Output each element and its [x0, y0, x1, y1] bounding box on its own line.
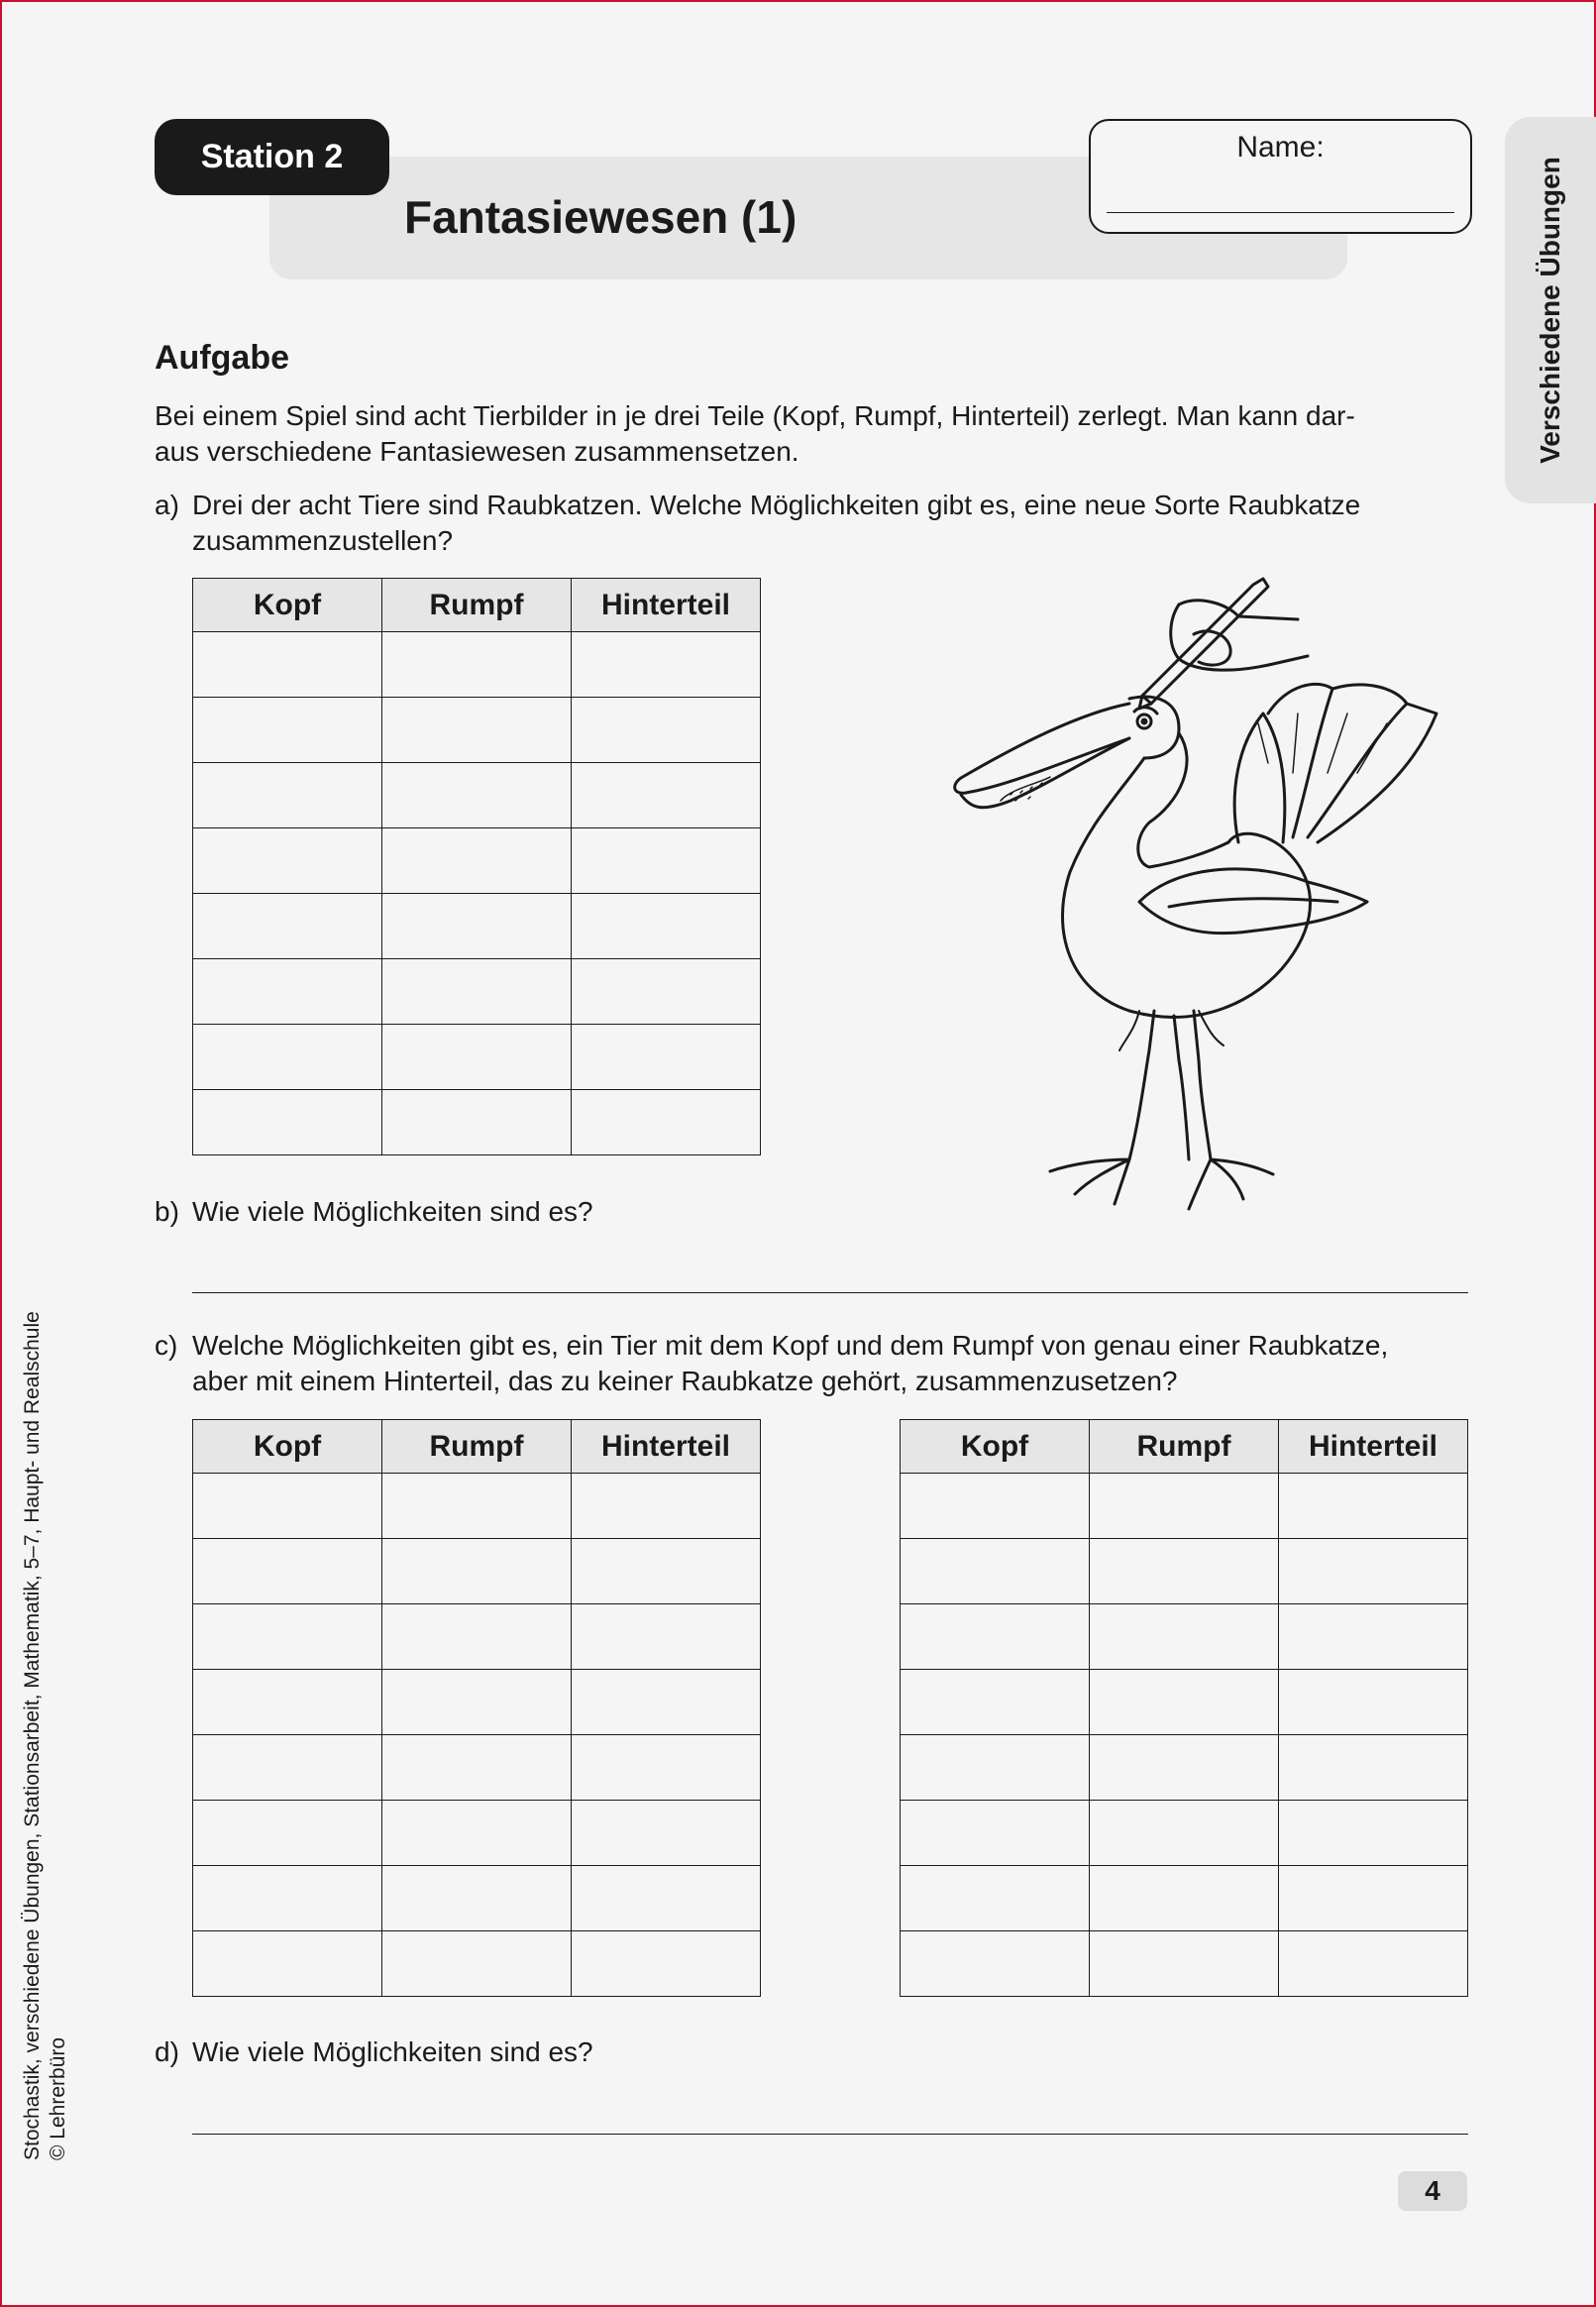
table-cell[interactable] [1090, 1604, 1279, 1670]
side-tab [1505, 117, 1596, 503]
table-cell[interactable] [901, 1866, 1090, 1931]
question-a-line-2: zusammenzustellen? [192, 525, 454, 556]
table-row [193, 1670, 761, 1735]
intro-line-1: Bei einem Spiel sind acht Tierbilder in je drei Teile (Kopf, Rumpf, Hinterteil) zerlegt. Man kann dar- [155, 400, 1355, 431]
table-cell[interactable] [901, 1801, 1090, 1866]
table-cell[interactable] [382, 698, 572, 763]
table-cell[interactable] [1279, 1474, 1468, 1539]
table-cell[interactable] [1090, 1931, 1279, 1997]
table-row [193, 1735, 761, 1801]
table-a [192, 578, 761, 1155]
table-cell[interactable] [572, 1931, 761, 1997]
table-cell[interactable] [382, 1090, 572, 1155]
table-cell[interactable] [901, 1539, 1090, 1604]
table-cell[interactable] [572, 1670, 761, 1735]
table-cell[interactable] [382, 1670, 572, 1735]
table-row [193, 894, 761, 959]
table-cell[interactable] [193, 959, 382, 1025]
table-cell[interactable] [572, 632, 761, 698]
table-cell[interactable] [382, 1801, 572, 1866]
answer-line-d[interactable] [192, 2134, 1468, 2135]
table-cell[interactable] [193, 1735, 382, 1801]
table-cell[interactable] [382, 1474, 572, 1539]
table-row [193, 632, 761, 698]
side-tab-label: Verschiedene Übungen [1535, 157, 1565, 464]
table-cell[interactable] [193, 698, 382, 763]
table-cell[interactable] [572, 1025, 761, 1090]
table-cell[interactable] [193, 763, 382, 828]
table-cell[interactable] [572, 1801, 761, 1866]
table-row [901, 1670, 1468, 1735]
name-write-line [1107, 212, 1454, 213]
question-a-label: a) [155, 490, 179, 520]
table-cell[interactable] [572, 763, 761, 828]
question-d-text: Wie viele Möglichkeiten sind es? [192, 2036, 593, 2067]
table-cell[interactable] [193, 1474, 382, 1539]
table-row [193, 1539, 761, 1604]
page-title: Fantasiewesen (1) [404, 191, 798, 243]
table-header-rumpf: Rumpf [382, 1420, 572, 1474]
table-row [193, 828, 761, 894]
source-line-1: Stochastik, verschiedene Übungen, Stationsarbeit, Mathematik, 5–7, Haupt- und Realschule [21, 1311, 44, 2160]
table-cell[interactable] [193, 1670, 382, 1735]
table-header-hinterteil: Hinterteil [572, 579, 761, 632]
table-row [193, 763, 761, 828]
table-cell[interactable] [901, 1670, 1090, 1735]
table-cell[interactable] [572, 1604, 761, 1670]
intro-line-2: aus verschiedene Fantasiewesen zusammensetzen. [155, 436, 799, 467]
table-cell[interactable] [572, 1735, 761, 1801]
table-cell[interactable] [572, 1539, 761, 1604]
page-number: 4 [1398, 2171, 1467, 2211]
table-cell[interactable] [193, 1025, 382, 1090]
table-c-right [900, 1419, 1468, 1997]
question-c-line-2: aber mit einem Hinterteil, das zu keiner Raubkatze gehört, zusammenzusetzen? [192, 1366, 1178, 1396]
table-row [193, 1801, 761, 1866]
table-cell[interactable] [382, 959, 572, 1025]
table-cell[interactable] [382, 1025, 572, 1090]
table-row [901, 1866, 1468, 1931]
table-cell[interactable] [1279, 1801, 1468, 1866]
table-cell[interactable] [572, 828, 761, 894]
table-cell[interactable] [382, 828, 572, 894]
table-cell[interactable] [1279, 1604, 1468, 1670]
table-cell[interactable] [1279, 1735, 1468, 1801]
name-label: Name: [1236, 131, 1325, 164]
table-c-left [192, 1419, 761, 1997]
hand-with-pencil [1139, 579, 1308, 709]
table-row [193, 1025, 761, 1090]
question-a-line-1: Drei der acht Tiere sind Raubkatzen. Welche Möglichkeiten gibt es, eine neue Sorte Raubkatze [192, 490, 1361, 520]
table-row [901, 1474, 1468, 1539]
intro-text [155, 398, 1442, 470]
table-cell[interactable] [1090, 1735, 1279, 1801]
table-cell[interactable] [382, 763, 572, 828]
table-row [193, 1090, 761, 1155]
table-cell[interactable] [901, 1604, 1090, 1670]
table-cell[interactable] [1090, 1866, 1279, 1931]
name-box [1089, 119, 1472, 234]
pelican-illustration [941, 565, 1476, 1219]
table-cell[interactable] [382, 1735, 572, 1801]
table-header-kopf: Kopf [901, 1420, 1090, 1474]
task-heading: Aufgabe [155, 339, 289, 377]
question-c-line-1: Welche Möglichkeiten gibt es, ein Tier mit dem Kopf und dem Rumpf von genau einer Raubkatze, [192, 1330, 1389, 1361]
table-cell[interactable] [193, 1090, 382, 1155]
table-cell[interactable] [382, 632, 572, 698]
table-cell[interactable] [1090, 1670, 1279, 1735]
table-row [901, 1604, 1468, 1670]
table-cell[interactable] [901, 1474, 1090, 1539]
table-cell[interactable] [1090, 1801, 1279, 1866]
table-cell[interactable] [1090, 1539, 1279, 1604]
table-row [901, 1931, 1468, 1997]
table-row [193, 1474, 761, 1539]
table-cell[interactable] [572, 959, 761, 1025]
table-cell[interactable] [193, 828, 382, 894]
source-line-2: © Lehrerbüro [47, 2036, 69, 2160]
table-cell[interactable] [382, 1866, 572, 1931]
table-cell[interactable] [901, 1735, 1090, 1801]
table-cell[interactable] [572, 1090, 761, 1155]
question-b-label: b) [155, 1196, 179, 1227]
table-row [193, 1931, 761, 1997]
table-cell[interactable] [901, 1931, 1090, 1997]
answer-line-b[interactable] [192, 1292, 1468, 1293]
table-header-kopf: Kopf [193, 579, 382, 632]
table-row [193, 1866, 761, 1931]
table-cell[interactable] [1279, 1539, 1468, 1604]
table-header-rumpf: Rumpf [1090, 1420, 1279, 1474]
table-cell[interactable] [193, 1539, 382, 1604]
table-row [193, 1604, 761, 1670]
table-cell[interactable] [382, 1931, 572, 1997]
table-cell[interactable] [1090, 1474, 1279, 1539]
table-cell[interactable] [193, 894, 382, 959]
source-note [20, 1311, 71, 2160]
question-a-text [192, 488, 1480, 559]
table-row [901, 1801, 1468, 1866]
table-cell[interactable] [382, 1604, 572, 1670]
table-cell[interactable] [1279, 1866, 1468, 1931]
station-badge: Station 2 [155, 119, 389, 195]
table-cell[interactable] [572, 698, 761, 763]
table-cell[interactable] [572, 1474, 761, 1539]
table-cell[interactable] [1279, 1931, 1468, 1997]
table-cell[interactable] [382, 894, 572, 959]
table-header-hinterteil: Hinterteil [1279, 1420, 1468, 1474]
table-cell[interactable] [382, 1539, 572, 1604]
table-cell[interactable] [572, 894, 761, 959]
question-c-text [192, 1328, 1480, 1399]
table-cell[interactable] [193, 1931, 382, 1997]
table-cell[interactable] [193, 1801, 382, 1866]
table-row [193, 959, 761, 1025]
question-c-label: c) [155, 1330, 178, 1361]
table-header-kopf: Kopf [193, 1420, 382, 1474]
table-header-hinterteil: Hinterteil [572, 1420, 761, 1474]
table-row [193, 698, 761, 763]
table-header-rumpf: Rumpf [382, 579, 572, 632]
question-b-text: Wie viele Möglichkeiten sind es? [192, 1196, 593, 1227]
table-cell[interactable] [1279, 1670, 1468, 1735]
table-row [901, 1539, 1468, 1604]
table-cell[interactable] [193, 1604, 382, 1670]
table-row [901, 1735, 1468, 1801]
table-cell[interactable] [193, 1866, 382, 1931]
table-cell[interactable] [193, 632, 382, 698]
question-d-label: d) [155, 2036, 179, 2067]
table-cell[interactable] [572, 1866, 761, 1931]
